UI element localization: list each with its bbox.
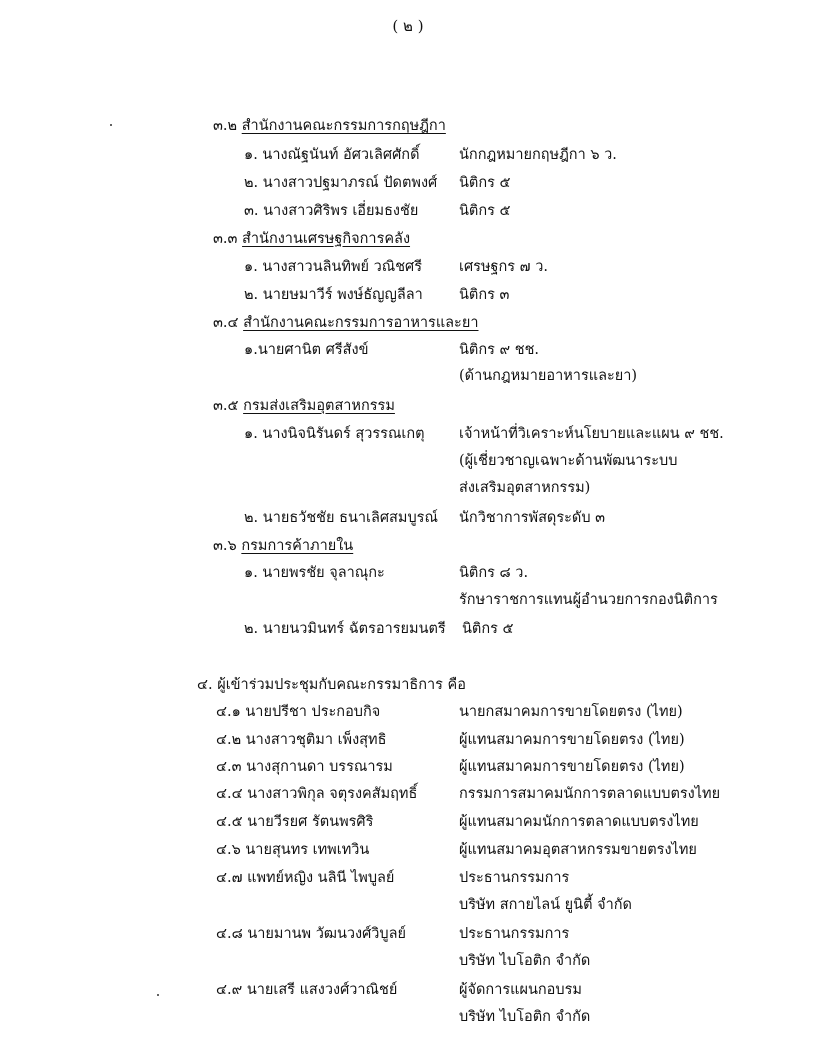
attendee-company: บริษัท ไบโอติก จำกัด [459,953,591,969]
section-3-4-heading [213,313,479,333]
attendee-role: ประธานกรรมการ [459,870,570,886]
attendee-name: ๔.๕ นายวีรยศ รัตนพรศิริ [216,814,374,830]
person-role-note: (ผู้เชี่ยวชาญเฉพาะด้านพัฒนาระบบ [459,453,678,469]
attendee-role: ผู้จัดการแผนกอบรม [459,982,582,998]
section-title: สำนักงานคณะกรรมการอาหารและยา [243,315,479,331]
person-role: นักวิชาการพัสดุระดับ ๓ [459,510,606,526]
section-3-6-heading [213,536,353,556]
page-number: ( ๒ ) [392,17,424,35]
person-name: ๑.นายศานิต ศรีสังข์ [244,342,369,358]
scan-speck [157,994,159,996]
section-4-heading: ๔. ผู้เข้าร่วมประชุมกับคณะกรรมาธิการ คือ [197,677,466,693]
section-number: ๓.๕ [213,398,239,414]
person-name: ๑. นางสาวนลินทิพย์ วณิชศรี [244,259,423,275]
attendee-role: กรรมการสมาคมนักการตลาดแบบตรงไทย [459,786,721,802]
section-title: สำนักงานคณะกรรมการกฤษฎีกา [241,118,446,134]
attendee-role: ผู้แทนสมาคมอุตสาหกรรมขายตรงไทย [459,842,697,858]
attendee-name: ๔.๖ นายสุนทร เทพเทวิน [216,842,370,858]
section-title: สำนักงานเศรษฐกิจการคลัง [242,231,411,247]
person-role-note: ส่งเสริมอุตสาหกรรม) [459,480,591,496]
person-role: นิติกร ๕ [459,175,511,191]
attendee-name: ๔.๒ นางสาวชุติมา เพ็งสุทธิ [216,732,387,748]
person-role: เจ้าหน้าที่วิเคราะห์นโยบายและแผน ๙ ชช. [459,426,724,442]
person-name: ๓. นางสาวศิริพร เอี่ยมธงชัย [244,203,419,219]
person-role: นิติกร ๓ [459,287,510,303]
person-name: ๒. นายธวัชชัย ธนาเลิศสมบูรณ์ [244,510,438,526]
section-number: ๓.๓ [213,231,238,247]
section-3-5-heading [213,396,395,416]
attendee-name: ๔.๔ นางสาวพิกุล จตุรงคสัมฤทธิ์ [216,786,418,802]
person-role-note: (ด้านกฎหมายอาหารและยา) [459,368,638,384]
person-name: ๒. นายนวมินทร์ ฉัตรอารยมนตรี [244,621,446,637]
person-name: ๒. นางสาวปฐมาภรณ์ ปัดตพงศ์ [244,175,438,191]
section-number: ๓.๔ [213,315,239,331]
person-name: ๑. นางนิจนิรันดร์ สุวรรณเกตุ [244,426,425,442]
scan-speck [110,124,112,126]
person-role: นิติกร ๕ [462,621,514,637]
attendee-name: ๔.๘ นายมานพ วัฒนวงศ์วิบูลย์ [216,926,407,942]
person-role: นิติกร ๙ ชช. [459,342,540,358]
person-name: ๑. นายพรชัย จุลาณุกะ [244,565,385,581]
person-role: นิติกร ๕ [459,203,511,219]
person-role-note: รักษาราชการแทนผู้อำนวยการกองนิติการ [459,592,718,608]
attendee-name: ๔.๑ นายปรีชา ประกอบกิจ [216,704,381,720]
person-name: ๒. นายษมาวีร์ พงษ์ธัญญลีลา [244,287,423,303]
section-3-3-heading [213,229,410,249]
section-number: ๓.๒ [213,118,238,134]
attendee-role: ผู้แทนสมาคมการขายโดยตรง (ไทย) [459,759,685,775]
attendee-company: บริษัท สกายไลน์ ยูนิตี้ จำกัด [459,897,632,913]
person-role: เศรษฐกร ๗ ว. [459,259,548,275]
attendee-role: ประธานกรรมการ [459,926,570,942]
attendee-role: ผู้แทนสมาคมนักการตลาดแบบตรงไทย [459,814,699,830]
section-3-2-heading [213,116,446,136]
attendee-role: นายกสมาคมการขายโดยตรง (ไทย) [459,704,683,720]
attendee-role: ผู้แทนสมาคมการขายโดยตรง (ไทย) [459,732,685,748]
section-title: กรมการค้าภายใน [241,538,354,554]
attendee-company: บริษัท ไบโอติก จำกัด [459,1009,591,1025]
attendee-name: ๔.๗ แพทย์หญิง นลินี ไพบูลย์ [216,870,395,886]
attendee-name: ๔.๓ นางสุกานดา บรรณารม [216,759,393,775]
attendee-name: ๔.๙ นายเสรี แสงวงศ์วาณิชย์ [216,982,398,998]
section-number: ๓.๖ [213,538,237,554]
section-title: กรมส่งเสริมอุตสาหกรรม [243,398,395,414]
person-name: ๑. นางณัฐนันท์ อัศวเลิศศักดิ์ [244,147,420,163]
person-role: นิติกร ๘ ว. [459,565,529,581]
person-role: นักกฎหมายกฤษฎีกา ๖ ว. [459,147,617,163]
